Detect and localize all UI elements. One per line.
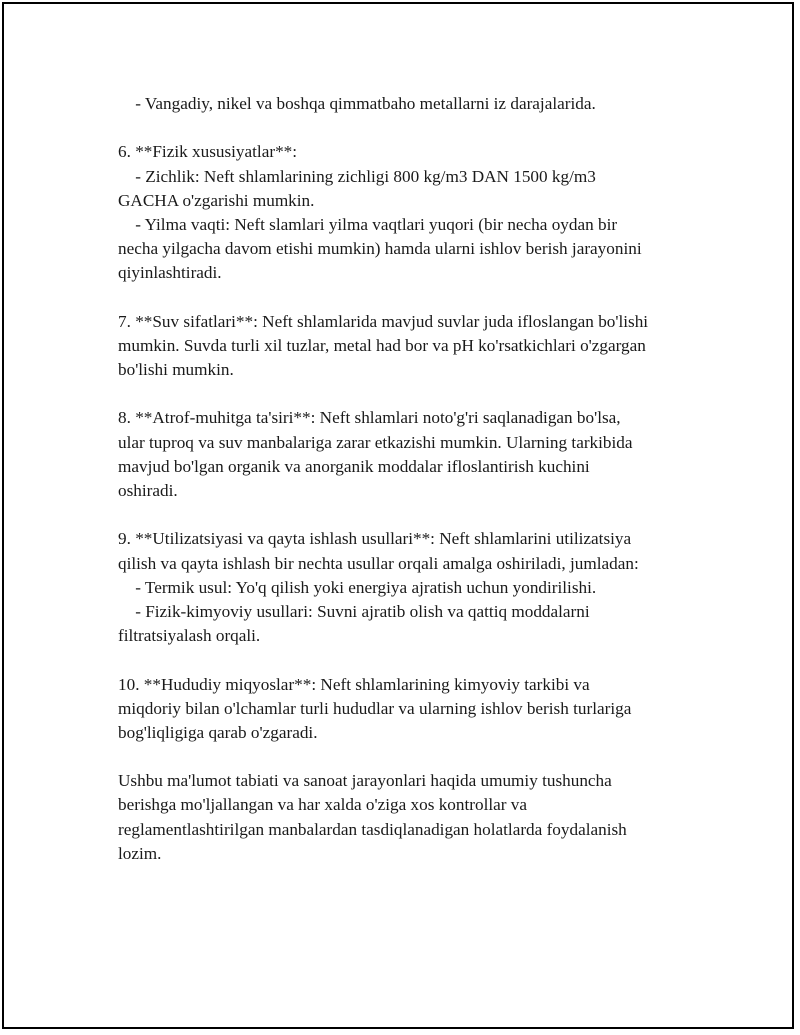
- text-line: - Fizik-kimyoviy usullari: Suvni ajratib olish va qattiq moddalarni: [118, 601, 590, 621]
- paragraph-spacer: [118, 286, 708, 310]
- text-line: 6. **Fizik xususiyatlar**:: [118, 142, 298, 162]
- text-line: bog'liqligiga qarab o'zgaradi.: [118, 722, 318, 742]
- text-line: necha yilgacha davom etishi mumkin) hamda ularni ishlov berish jarayonini: [118, 239, 642, 259]
- text-line: miqdoriy bilan o'lchamlar turli hududlar va ularning ishlov berish turlariga: [118, 698, 632, 718]
- text-line: 10. **Hududiy miqyoslar**: Neft shlamlarining kimyoviy tarkibi va: [118, 674, 590, 694]
- text-line: - Yilma vaqti: Neft slamlari yilma vaqtlari yuqori (bir necha oydan bir: [118, 214, 618, 234]
- text-line: 7. **Suv sifatlari**: Neft shlamlarida mavjud suvlar juda ifloslangan bo'lishi: [118, 311, 649, 331]
- document-body: [118, 92, 708, 866]
- paragraph-spacer: [118, 382, 708, 406]
- paragraph-utilization: [118, 527, 708, 648]
- paragraph-environmental-impact: [118, 406, 708, 503]
- text-line: 9. **Utilizatsiyasi va qayta ishlash usullari**: Neft shlamlarini utilizatsiya: [118, 529, 632, 549]
- paragraph-metals: [118, 92, 708, 116]
- text-line: berishga mo'ljallangan va har xalda o'ziga xos kontrollar va: [118, 795, 528, 815]
- text-line: reglamentlashtirilgan manbalardan tasdiqlanadigan holatlarda foydalanish: [118, 819, 627, 839]
- text-line: - Termik usul: Yo'q qilish yoki energiya ajratish uchun yondirilishi.: [118, 577, 597, 597]
- text-line: GACHA o'zgarishi mumkin.: [118, 190, 315, 210]
- paragraph-spacer: [118, 116, 708, 140]
- paragraph-spacer: [118, 745, 708, 769]
- text-line: oshiradi.: [118, 481, 178, 500]
- text-line: bo'lishi mumkin.: [118, 360, 234, 380]
- paragraph-spacer: [118, 503, 708, 527]
- text-line: mavjud bo'lgan organik va anorganik moddalar ifloslantirish kuchini: [118, 456, 590, 476]
- text-line: filtratsiyalash orqali.: [118, 626, 261, 646]
- paragraph-physical-properties: [118, 140, 708, 285]
- text-line: qiyinlashtiradi.: [118, 263, 222, 283]
- paragraph-spacer: [118, 648, 708, 672]
- text-line: mumkin. Suvda turli xil tuzlar, metal had bor va pH ko'rsatkichlari o'zgargan: [118, 335, 646, 355]
- text-line: qilish va qayta ishlash bir nechta usullar orqali amalga oshiriladi, jumladan:: [118, 553, 639, 573]
- paragraph-water-properties: [118, 310, 708, 383]
- text-line: - Zichlik: Neft shlamlarining zichligi 800 kg/m3 DAN 1500 kg/m3: [118, 166, 596, 186]
- text-line: ular tuproq va suv manbalariga zarar etkazishi mumkin. Ularning tarkibida: [118, 432, 633, 452]
- text-line: lozim.: [118, 843, 162, 863]
- text-line: 8. **Atrof-muhitga ta'siri**: Neft shlamlari noto'g'ri saqlanadigan bo'lsa,: [118, 408, 621, 428]
- paragraph-regional-scale: [118, 673, 708, 746]
- text-line: - Vangadiy, nikel va boshqa qimmatbaho metallarni iz darajalarida.: [118, 94, 596, 113]
- text-line: Ushbu ma'lumot tabiati va sanoat jarayonlari haqida umumiy tushuncha: [118, 771, 612, 791]
- paragraph-closing-note: [118, 769, 708, 866]
